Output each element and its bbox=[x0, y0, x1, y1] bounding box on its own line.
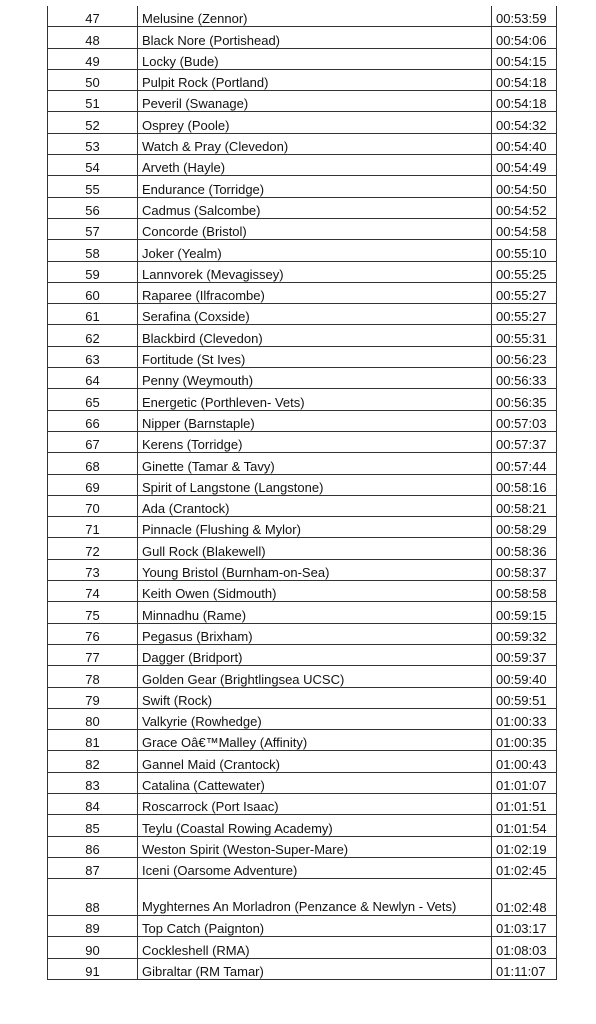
finish-time-cell: 00:54:06 bbox=[492, 27, 557, 48]
finish-time-cell: 00:58:37 bbox=[492, 559, 557, 580]
crew-name-cell: Swift (Rock) bbox=[138, 687, 492, 708]
position-cell: 81 bbox=[48, 730, 138, 751]
table-row bbox=[48, 368, 557, 389]
finish-time-cell: 00:54:18 bbox=[492, 69, 557, 90]
finish-time-cell: 00:59:15 bbox=[492, 602, 557, 623]
finish-time-cell: 00:58:29 bbox=[492, 517, 557, 538]
finish-time-cell: 01:01:54 bbox=[492, 815, 557, 836]
position-cell: 49 bbox=[48, 48, 138, 69]
table-row bbox=[48, 453, 557, 474]
finish-time-cell: 00:54:52 bbox=[492, 197, 557, 218]
table-row bbox=[48, 176, 557, 197]
finish-time-cell: 01:11:07 bbox=[492, 958, 557, 979]
table-row bbox=[48, 602, 557, 623]
crew-name-cell: Locky (Bude) bbox=[138, 48, 492, 69]
table-row bbox=[48, 282, 557, 303]
crew-name-cell: Joker (Yealm) bbox=[138, 240, 492, 261]
table-row bbox=[48, 815, 557, 836]
table-row bbox=[48, 91, 557, 112]
position-cell: 68 bbox=[48, 453, 138, 474]
position-cell: 80 bbox=[48, 708, 138, 729]
crew-name-cell: Valkyrie (Rowhedge) bbox=[138, 708, 492, 729]
position-cell: 91 bbox=[48, 958, 138, 979]
finish-time-cell: 00:59:51 bbox=[492, 687, 557, 708]
finish-time-cell: 00:58:58 bbox=[492, 581, 557, 602]
table-row bbox=[48, 133, 557, 154]
table-row bbox=[48, 389, 557, 410]
table-row bbox=[48, 879, 557, 916]
table-row bbox=[48, 325, 557, 346]
crew-name-cell: Myghternes An Morladron (Penzance & Newlyn - Vets) bbox=[138, 879, 492, 916]
crew-name-cell: Black Nore (Portishead) bbox=[138, 27, 492, 48]
finish-time-cell: 00:59:37 bbox=[492, 644, 557, 665]
finish-time-cell: 01:08:03 bbox=[492, 937, 557, 958]
table-row bbox=[48, 431, 557, 452]
crew-name-cell: Concorde (Bristol) bbox=[138, 218, 492, 239]
crew-name-cell: Pulpit Rock (Portland) bbox=[138, 69, 492, 90]
finish-time-cell: 00:55:27 bbox=[492, 282, 557, 303]
position-cell: 47 bbox=[48, 6, 138, 27]
results-table bbox=[47, 6, 557, 980]
results-sheet bbox=[47, 6, 556, 980]
table-row bbox=[48, 517, 557, 538]
table-row bbox=[48, 687, 557, 708]
table-row bbox=[48, 958, 557, 979]
position-cell: 53 bbox=[48, 133, 138, 154]
position-cell: 89 bbox=[48, 916, 138, 937]
crew-name-cell: Lannvorek (Mevagissey) bbox=[138, 261, 492, 282]
position-cell: 72 bbox=[48, 538, 138, 559]
table-row bbox=[48, 197, 557, 218]
finish-time-cell: 00:54:49 bbox=[492, 155, 557, 176]
position-cell: 84 bbox=[48, 793, 138, 814]
crew-name-cell: Dagger (Bridport) bbox=[138, 644, 492, 665]
position-cell: 67 bbox=[48, 431, 138, 452]
crew-name-cell: Blackbird (Clevedon) bbox=[138, 325, 492, 346]
crew-name-cell: Golden Gear (Brightlingsea UCSC) bbox=[138, 666, 492, 687]
position-cell: 60 bbox=[48, 282, 138, 303]
finish-time-cell: 00:57:37 bbox=[492, 431, 557, 452]
crew-name-cell: Kerens (Torridge) bbox=[138, 431, 492, 452]
position-cell: 90 bbox=[48, 937, 138, 958]
table-row bbox=[48, 240, 557, 261]
finish-time-cell: 00:55:31 bbox=[492, 325, 557, 346]
finish-time-cell: 01:01:51 bbox=[492, 793, 557, 814]
position-cell: 54 bbox=[48, 155, 138, 176]
finish-time-cell: 00:56:23 bbox=[492, 346, 557, 367]
finish-time-cell: 00:54:15 bbox=[492, 48, 557, 69]
crew-name-cell: Keith Owen (Sidmouth) bbox=[138, 581, 492, 602]
finish-time-cell: 00:53:59 bbox=[492, 6, 557, 27]
position-cell: 59 bbox=[48, 261, 138, 282]
finish-time-cell: 00:55:25 bbox=[492, 261, 557, 282]
finish-time-cell: 00:58:21 bbox=[492, 495, 557, 516]
position-cell: 83 bbox=[48, 772, 138, 793]
position-cell: 58 bbox=[48, 240, 138, 261]
position-cell: 70 bbox=[48, 495, 138, 516]
position-cell: 56 bbox=[48, 197, 138, 218]
crew-name-cell: Minnadhu (Rame) bbox=[138, 602, 492, 623]
position-cell: 66 bbox=[48, 410, 138, 431]
table-row bbox=[48, 772, 557, 793]
crew-name-cell: Teylu (Coastal Rowing Academy) bbox=[138, 815, 492, 836]
table-row bbox=[48, 6, 557, 27]
table-row bbox=[48, 495, 557, 516]
finish-time-cell: 01:02:45 bbox=[492, 857, 557, 878]
crew-name-cell: Pegasus (Brixham) bbox=[138, 623, 492, 644]
position-cell: 65 bbox=[48, 389, 138, 410]
finish-time-cell: 01:02:48 bbox=[492, 879, 557, 916]
position-cell: 86 bbox=[48, 836, 138, 857]
table-row bbox=[48, 538, 557, 559]
finish-time-cell: 01:03:17 bbox=[492, 916, 557, 937]
finish-time-cell: 00:58:16 bbox=[492, 474, 557, 495]
table-row bbox=[48, 751, 557, 772]
crew-name-cell: Fortitude (St Ives) bbox=[138, 346, 492, 367]
crew-name-cell: Gibraltar (RM Tamar) bbox=[138, 958, 492, 979]
crew-name-cell: Ada (Crantock) bbox=[138, 495, 492, 516]
crew-name-cell: Energetic (Porthleven- Vets) bbox=[138, 389, 492, 410]
finish-time-cell: 00:54:18 bbox=[492, 91, 557, 112]
table-row bbox=[48, 666, 557, 687]
table-row bbox=[48, 916, 557, 937]
table-row bbox=[48, 644, 557, 665]
crew-name-cell: Gull Rock (Blakewell) bbox=[138, 538, 492, 559]
crew-name-cell: Weston Spirit (Weston-Super-Mare) bbox=[138, 836, 492, 857]
position-cell: 88 bbox=[48, 879, 138, 916]
crew-name-cell: Top Catch (Paignton) bbox=[138, 916, 492, 937]
finish-time-cell: 00:58:36 bbox=[492, 538, 557, 559]
table-row bbox=[48, 623, 557, 644]
crew-name-cell: Pinnacle (Flushing & Mylor) bbox=[138, 517, 492, 538]
table-row bbox=[48, 155, 557, 176]
finish-time-cell: 00:54:58 bbox=[492, 218, 557, 239]
crew-name-cell: Roscarrock (Port Isaac) bbox=[138, 793, 492, 814]
finish-time-cell: 00:56:33 bbox=[492, 368, 557, 389]
position-cell: 57 bbox=[48, 218, 138, 239]
finish-time-cell: 00:59:40 bbox=[492, 666, 557, 687]
position-cell: 85 bbox=[48, 815, 138, 836]
crew-name-cell: Catalina (Cattewater) bbox=[138, 772, 492, 793]
crew-name-cell: Osprey (Poole) bbox=[138, 112, 492, 133]
table-row bbox=[48, 69, 557, 90]
position-cell: 52 bbox=[48, 112, 138, 133]
crew-name-cell: Peveril (Swanage) bbox=[138, 91, 492, 112]
crew-name-cell: Cadmus (Salcombe) bbox=[138, 197, 492, 218]
crew-name-cell: Endurance (Torridge) bbox=[138, 176, 492, 197]
position-cell: 76 bbox=[48, 623, 138, 644]
crew-name-cell: Cockleshell (RMA) bbox=[138, 937, 492, 958]
position-cell: 73 bbox=[48, 559, 138, 580]
crew-name-cell: Iceni (Oarsome Adventure) bbox=[138, 857, 492, 878]
position-cell: 55 bbox=[48, 176, 138, 197]
finish-time-cell: 00:54:40 bbox=[492, 133, 557, 154]
finish-time-cell: 01:00:33 bbox=[492, 708, 557, 729]
finish-time-cell: 01:01:07 bbox=[492, 772, 557, 793]
crew-name-cell: Serafina (Coxside) bbox=[138, 304, 492, 325]
finish-time-cell: 00:55:27 bbox=[492, 304, 557, 325]
crew-name-cell: Watch & Pray (Clevedon) bbox=[138, 133, 492, 154]
crew-name-cell: Melusine (Zennor) bbox=[138, 6, 492, 27]
crew-name-cell: Grace Oâ€™Malley (Affinity) bbox=[138, 730, 492, 751]
finish-time-cell: 00:57:03 bbox=[492, 410, 557, 431]
table-row bbox=[48, 346, 557, 367]
table-row bbox=[48, 48, 557, 69]
position-cell: 87 bbox=[48, 857, 138, 878]
position-cell: 75 bbox=[48, 602, 138, 623]
finish-time-cell: 00:57:44 bbox=[492, 453, 557, 474]
finish-time-cell: 01:00:35 bbox=[492, 730, 557, 751]
finish-time-cell: 00:59:32 bbox=[492, 623, 557, 644]
table-row bbox=[48, 410, 557, 431]
crew-name-cell: Raparee (Ilfracombe) bbox=[138, 282, 492, 303]
table-row bbox=[48, 112, 557, 133]
finish-time-cell: 00:54:50 bbox=[492, 176, 557, 197]
position-cell: 69 bbox=[48, 474, 138, 495]
crew-name-cell: Gannel Maid (Crantock) bbox=[138, 751, 492, 772]
position-cell: 79 bbox=[48, 687, 138, 708]
position-cell: 82 bbox=[48, 751, 138, 772]
position-cell: 63 bbox=[48, 346, 138, 367]
table-row bbox=[48, 937, 557, 958]
table-row bbox=[48, 261, 557, 282]
table-row bbox=[48, 836, 557, 857]
position-cell: 64 bbox=[48, 368, 138, 389]
crew-name-cell: Penny (Weymouth) bbox=[138, 368, 492, 389]
results-table-body bbox=[48, 6, 557, 980]
finish-time-cell: 00:54:32 bbox=[492, 112, 557, 133]
table-row bbox=[48, 857, 557, 878]
crew-name-cell: Spirit of Langstone (Langstone) bbox=[138, 474, 492, 495]
finish-time-cell: 00:56:35 bbox=[492, 389, 557, 410]
table-row bbox=[48, 708, 557, 729]
crew-name-cell: Ginette (Tamar & Tavy) bbox=[138, 453, 492, 474]
crew-name-cell: Arveth (Hayle) bbox=[138, 155, 492, 176]
position-cell: 62 bbox=[48, 325, 138, 346]
crew-name-cell: Nipper (Barnstaple) bbox=[138, 410, 492, 431]
table-row bbox=[48, 730, 557, 751]
finish-time-cell: 01:02:19 bbox=[492, 836, 557, 857]
table-row bbox=[48, 581, 557, 602]
position-cell: 51 bbox=[48, 91, 138, 112]
position-cell: 77 bbox=[48, 644, 138, 665]
table-row bbox=[48, 218, 557, 239]
table-row bbox=[48, 793, 557, 814]
position-cell: 78 bbox=[48, 666, 138, 687]
position-cell: 74 bbox=[48, 581, 138, 602]
position-cell: 61 bbox=[48, 304, 138, 325]
table-row bbox=[48, 474, 557, 495]
table-row bbox=[48, 304, 557, 325]
crew-name-cell: Young Bristol (Burnham-on-Sea) bbox=[138, 559, 492, 580]
position-cell: 48 bbox=[48, 27, 138, 48]
position-cell: 71 bbox=[48, 517, 138, 538]
position-cell: 50 bbox=[48, 69, 138, 90]
finish-time-cell: 01:00:43 bbox=[492, 751, 557, 772]
table-row bbox=[48, 27, 557, 48]
finish-time-cell: 00:55:10 bbox=[492, 240, 557, 261]
table-row bbox=[48, 559, 557, 580]
